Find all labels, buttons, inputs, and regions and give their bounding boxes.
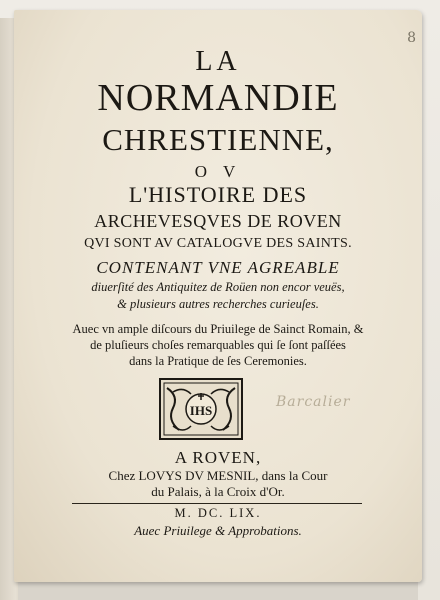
title-page xyxy=(14,10,422,582)
imprint-rule-divider xyxy=(72,503,362,504)
description-line-2: de pluſieurs choſes remarquables qui ſe ſont paſſées xyxy=(90,338,346,352)
imprint-a-roven: A ROVEN, xyxy=(174,448,262,467)
title-line-normandie: NORMANDIE xyxy=(97,77,339,119)
title-line-chrestienne: CHRESTIENNE, xyxy=(102,122,334,157)
title-line-qui-sont: QVI SONT AV CATALOGVE DES SAINTS. xyxy=(84,236,352,251)
imprint-address: du Palais, à la Croix d'Or. xyxy=(151,484,285,499)
description-line-3: dans la Pratique de ſes Ceremonies. xyxy=(129,354,307,368)
imprint-date: M. DC. LIX. xyxy=(174,506,262,520)
imprint-privilege: Auec Priuilege & Approbations. xyxy=(134,523,302,538)
subtitle-diversite-2: & plusieurs autres recherches curieuſes. xyxy=(117,297,319,311)
corner-pencil-mark: 8 xyxy=(407,30,416,46)
ihs-printers-device-icon xyxy=(159,378,243,440)
title-line-archevesques: ARCHEVESQVES DE ROVEN xyxy=(94,211,342,231)
emblem-monogram: IHS xyxy=(189,403,213,418)
subtitle-diversite-1: diuerſité des Antiquitez de Roüen non encor veuës, xyxy=(91,280,345,294)
title-line-histoire: L'HISTOIRE DES xyxy=(128,182,308,207)
subtitle-contenant: CONTENANT VNE AGREABLE xyxy=(96,258,340,277)
handwritten-annotation: Barcalier xyxy=(276,394,351,410)
imprint-printer: Chez LOVYS DV MESNIL, dans la Cour xyxy=(108,468,328,483)
title-line-ou: O V xyxy=(194,162,242,181)
description-line-1: Auec vn ample diſcours du Priuilege de Sainct Romain, & xyxy=(72,322,364,336)
title-line-la: LA xyxy=(195,46,241,77)
